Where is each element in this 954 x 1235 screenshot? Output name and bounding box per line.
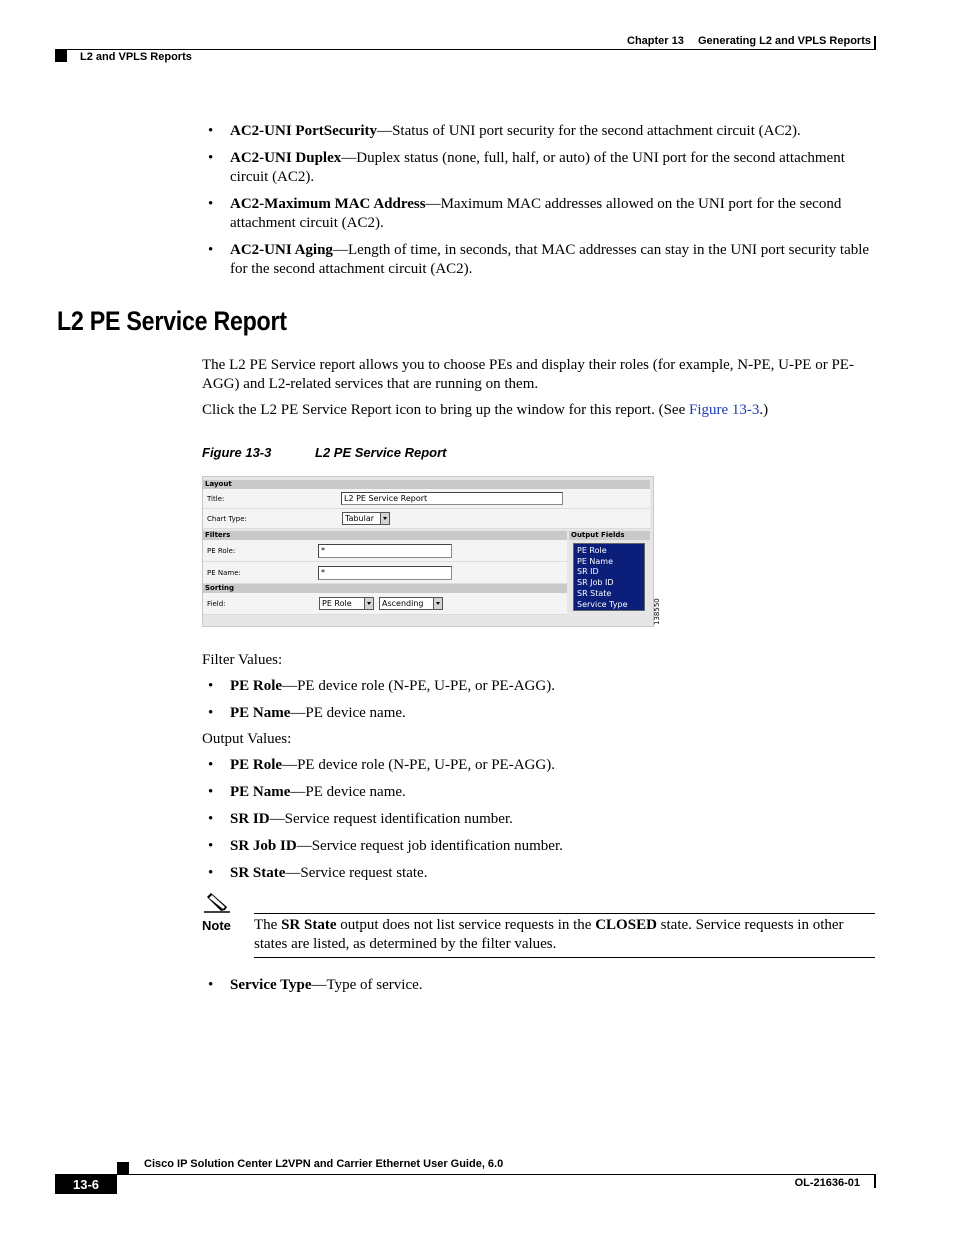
pe-name-row <box>203 562 567 584</box>
sort-field-row <box>203 593 567 615</box>
list-item: • PE Name—PE device name. <box>206 783 878 802</box>
pe-name-input[interactable]: * <box>318 566 452 580</box>
header-right-tick <box>874 36 876 50</box>
list-item: • AC2-UNI Duplex—Duplex status (none, full, half, or auto) of the UNI port for the second attachment circuit (AC2). <box>206 149 878 187</box>
figure-link[interactable]: Figure 13-3 <box>689 402 760 418</box>
chevron-down-icon[interactable] <box>364 598 373 609</box>
output-bullet-list <box>206 756 878 891</box>
chart-type-label: Chart Type: <box>207 515 247 523</box>
layout-section-bar: Layout <box>203 480 650 489</box>
list-item[interactable]: SR ID <box>577 567 599 577</box>
header-block <box>55 50 67 62</box>
list-item: • SR ID—Service request identification number. <box>206 810 878 829</box>
title-row <box>203 489 650 509</box>
pe-role-label: PE Role: <box>207 547 236 555</box>
pe-role-row <box>203 540 567 562</box>
field-label: Field: <box>207 600 226 608</box>
chapter-title: Generating L2 and VPLS Reports <box>698 35 871 47</box>
pe-role-input[interactable]: * <box>318 544 452 558</box>
note-bottom-rule <box>254 957 875 958</box>
note-text: The SR State output does not list service requests in the CLOSED state. Service requests in other states are listed, as determined by the filter values. <box>254 917 844 952</box>
footer-rule <box>55 1174 876 1175</box>
list-item: • PE Role—PE device role (N-PE, U-PE, or PE-AGG). <box>206 677 878 696</box>
doc-number: OL-21636-01 <box>794 1177 860 1189</box>
list-item: • Service Type—Type of service. <box>206 976 878 995</box>
list-item: • AC2-Maximum MAC Address—Maximum MAC addresses allowed on the UNI port for the second attachment circuit (AC2). <box>206 195 878 233</box>
figure-id: 138550 <box>653 598 661 625</box>
final-bullet-list <box>206 976 878 1003</box>
page-number: 13-6 <box>55 1175 117 1194</box>
section-name: L2 and VPLS Reports <box>80 51 192 63</box>
chart-type-row <box>203 509 650 529</box>
intro-bullet-list <box>206 122 878 287</box>
note-top-rule <box>254 913 875 914</box>
pe-name-label: PE Name: <box>207 569 241 577</box>
header-rule <box>55 49 876 50</box>
report-window-figure <box>202 476 654 627</box>
output-values-label: Output Values: <box>202 731 292 747</box>
figure-number: Figure 13-3 <box>202 445 272 460</box>
chapter-number: Chapter 13 <box>627 35 684 47</box>
list-item: • AC2-UNI PortSecurity—Status of UNI port security for the second attachment circuit (AC2). <box>206 122 878 141</box>
intro-paragraph: The L2 PE Service report allows you to choose PEs and display their roles (for example, N-PE, U-PE or PE-AGG) and L2-related services that are running on them. <box>202 357 854 392</box>
footer-right-tick <box>874 1175 876 1188</box>
section-title: L2 PE Service Report <box>57 306 287 336</box>
list-item: • SR Job ID—Service request job identification number. <box>206 837 878 856</box>
list-item: • PE Role—PE device role (N-PE, U-PE, or PE-AGG). <box>206 756 878 775</box>
filter-bullet-list <box>206 677 878 731</box>
list-item[interactable]: SR Job ID <box>577 578 614 588</box>
output-fields-listbox[interactable] <box>573 543 645 611</box>
chevron-down-icon[interactable] <box>380 513 389 524</box>
chart-type-select[interactable]: Tabular <box>342 512 390 525</box>
list-item[interactable]: Service Type <box>577 599 628 609</box>
list-item[interactable]: PE Role <box>577 546 607 555</box>
chevron-down-icon[interactable] <box>433 598 442 609</box>
output-fields-section-bar: Output Fields <box>569 531 650 540</box>
pencil-icon <box>203 892 231 914</box>
footer-block <box>117 1162 129 1174</box>
title-label: Title: <box>207 495 225 503</box>
footer-title: Cisco IP Solution Center L2VPN and Carrier Ethernet User Guide, 6.0 <box>144 1158 504 1170</box>
filters-section-bar: Filters <box>203 531 567 540</box>
sorting-section-bar: Sorting <box>203 584 567 593</box>
list-item: • PE Name—PE device name. <box>206 704 878 723</box>
note-label: Note <box>202 918 231 933</box>
list-item: • SR State—Service request state. <box>206 864 878 883</box>
filter-values-label: Filter Values: <box>202 652 283 668</box>
figure-caption: L2 PE Service Report <box>315 445 447 460</box>
list-item[interactable]: PE Name <box>577 556 614 566</box>
sort-field-select[interactable]: PE Role <box>319 597 374 610</box>
sort-order-select[interactable]: Ascending <box>379 597 443 610</box>
list-item: • AC2-UNI Aging—Length of time, in seconds, that MAC addresses can stay in the UNI port security table for the second attachment circuit (AC2). <box>206 241 878 279</box>
list-item[interactable]: SR State <box>577 588 612 598</box>
figure-reference-paragraph: Click the L2 PE Service Report icon to bring up the window for this report. (See Figure 13-3.) <box>202 402 769 418</box>
title-input[interactable]: L2 PE Service Report <box>341 492 563 505</box>
